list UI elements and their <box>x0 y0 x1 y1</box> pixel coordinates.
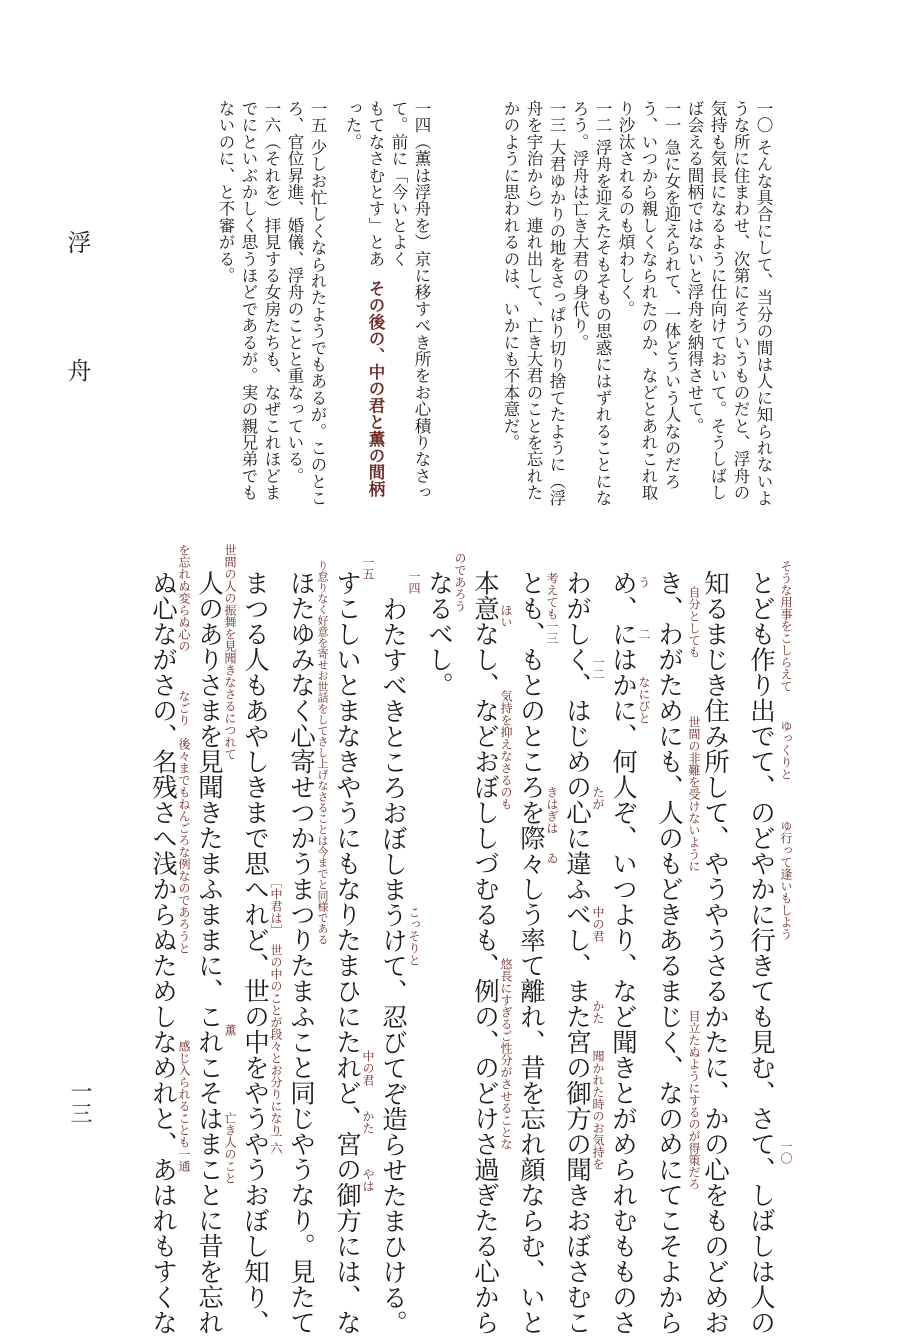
page-number: 一三 <box>67 1080 92 1124</box>
gloss: 後々までもねんごろな例なのであろうと <box>177 738 191 954</box>
gloss: 世間の非難を受けないように <box>687 716 701 872</box>
gloss: 悠長にすぎるご性分がさせることな <box>499 958 513 1150</box>
main-line: とども作り出でて、のどやかに行きても見む、さて、しばしは人の <box>746 570 776 1335</box>
note-line: ろう。浮舟は亡き大君の身代り。 <box>570 100 589 351</box>
note-line: う、いつから親しくなられたのか、などとあれこれ取 <box>639 100 658 501</box>
chapter-title: 浮 舟 <box>63 230 91 422</box>
gloss: 聞かれた時のお気持を <box>591 1050 605 1170</box>
note-line: 一三 大君ゆかりの地をさっぱり切り捨てたように（浮 <box>547 100 566 507</box>
main-line: まつる人もあやしきまで思へれど、世の中をやうやうおぼし知り、 <box>240 570 270 1335</box>
gloss: を忘れぬ変らぬ心の <box>177 544 191 652</box>
gloss: 世間の人の振舞を見聞きなさるにつれて <box>223 544 237 760</box>
note-section-heading: その後の、中の君と薫の間柄 <box>366 280 385 498</box>
gloss: たが <box>591 786 605 810</box>
main-line: 人のありさまを見聞きたまふままに、これこそはまことに昔を忘れ <box>194 570 224 1335</box>
main-line: 知るまじき住み所して、やうやうさるかたに、かの心をものどめお <box>700 570 730 1335</box>
gloss: 一二 <box>591 656 605 680</box>
gloss: り怠りなく好意を寄せお世話をしてさし上げなさることは今までと同様である <box>316 560 329 945</box>
main-line: わたすべきところおぼしまうけて、忍びてぞ造らせたまひける。 <box>378 596 408 1336</box>
gloss: 目立たぬようにするのが得策だろ <box>687 1010 701 1190</box>
gloss: 一〇 <box>779 1140 793 1164</box>
gloss: ほい <box>499 604 513 628</box>
gloss: きはぎは <box>545 786 559 834</box>
note-line: 一一 急に女を迎えられて、一体どういう人なのだろ <box>662 100 681 490</box>
gloss: 亡き人のこと <box>223 1112 237 1184</box>
main-line: とも、もとのところを際々しう率て離れ、昔を忘れ顔ならむ、いと <box>516 570 546 1335</box>
note-line: ば会える間柄ではないと浮舟を納得させて。 <box>685 100 704 434</box>
gloss: 一三 <box>545 620 559 644</box>
gloss: そうな用事をこしらえて <box>779 560 793 692</box>
gloss: 考えても <box>545 572 559 620</box>
main-line: すこしいとまなきやうにもなりたまひにたれど、宮の御方には、な <box>332 570 362 1335</box>
note-line: 一五 少しお忙しくなられたようでもあるが。このとこ <box>308 100 327 507</box>
gloss: ゆっくりと <box>779 720 793 780</box>
gloss: なにびと <box>637 676 651 724</box>
gloss: かた <box>591 1000 605 1024</box>
note-line: 一六（それを）拝見する女房たちも、なぜこれほどま <box>262 100 281 501</box>
gloss: かた <box>361 1110 375 1134</box>
gloss: 中の君 <box>591 906 605 942</box>
gloss: やは <box>361 1168 375 1192</box>
note-line: 気持も気長になるように仕向けておいて。そうしばし <box>708 100 727 501</box>
gloss: 一四 <box>407 570 421 594</box>
gloss: ゆ行って逢いもしよう <box>779 820 793 940</box>
gloss: ［中君は］ <box>269 876 283 936</box>
gloss: 気持を抑えなさるのも <box>499 690 513 810</box>
gloss: 自分としても <box>687 586 701 658</box>
main-line: き、わがためにも、人のもどきあるまじく、なのめにてこそよから <box>654 570 684 1335</box>
note-line: でにといぶかしく思うほどであるが。実の親兄弟でも <box>239 100 258 501</box>
note-line: もてなさむとす」とあ <box>366 100 385 267</box>
note-line: 舟を宇治から）連れ出して、亡き大君のことを忘れた <box>524 100 543 501</box>
note-line: ろ、官位昇進、婚儀、浮舟のことと重なっている。 <box>285 100 304 485</box>
gloss: 中の君 <box>361 1050 375 1086</box>
note-line: うな所に住まわせ、次第にそういうものだと、浮舟の <box>731 100 750 501</box>
note-line: て。前に「今いとよく <box>389 100 408 267</box>
note-line: 一〇 そんな具合にして、当分の間は人に知られないよ <box>754 100 773 507</box>
gloss: なごり <box>177 690 191 726</box>
gloss: こっそりと <box>407 906 421 966</box>
gloss: 感じ入られることも一通 <box>177 1040 191 1172</box>
main-line: わがしく、はじめの心に違ふべし、また宮の御方の聞きおぼさむこ <box>562 570 592 1335</box>
note-line: ないのに、と不審がる。 <box>216 100 235 284</box>
main-line: なるべし。 <box>424 570 454 698</box>
main-line: ほたゆみなく心寄せつかうまつりたまふこと同じやうなり。見たて <box>286 570 316 1335</box>
gloss: ゐ <box>545 852 559 864</box>
gloss: う <box>637 576 651 588</box>
gloss: 一五 <box>361 556 375 580</box>
main-line: 本意なし、などおぼししづむるも、例の、のどけさ過ぎたる心から <box>470 570 500 1335</box>
gloss: 薫 <box>223 1024 237 1036</box>
gloss: 一六 <box>269 1130 283 1154</box>
note-line: 一四（薫は浮舟を）京に移すべき所をお心積りなさっ <box>412 100 431 501</box>
note-line: り沙汰されるのも煩わしく。 <box>616 100 635 318</box>
note-line: 一二 浮舟を迎えたそもそもの思惑にはずれることにな <box>593 100 612 507</box>
gloss: 世の中のことが段々とお分りになり <box>269 944 283 1136</box>
note-line: った。 <box>343 100 362 151</box>
gloss: のであろう <box>453 552 467 612</box>
main-line: ぬ心ながさの、名残さへ浅からぬためしなめれと、あはれもすくな <box>148 570 178 1335</box>
main-line: め、にはかに、何人ぞ、いつより、など聞きとがめられむもものさ <box>608 570 638 1335</box>
gloss: 二 <box>637 628 651 640</box>
note-line: かのように思われるのは、いかにも不本意だ。 <box>501 100 520 451</box>
